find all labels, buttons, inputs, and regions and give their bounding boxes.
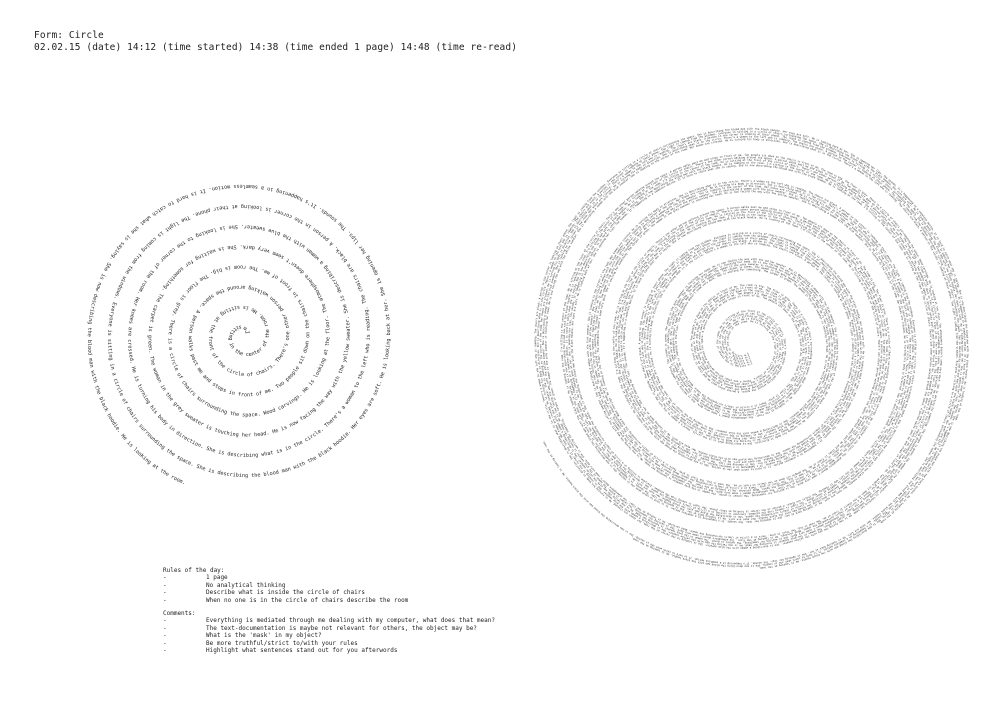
- form-title: Form: Circle: [34, 30, 517, 42]
- rules-section: [163, 567, 563, 604]
- date-time-line: 02.02.15 (date) 14:12 (time started) 14:38 (time ended 1 page) 14:48 (time re-read): [34, 42, 517, 54]
- list-item: - No analytical thinking: [163, 582, 563, 589]
- comments-title: Comments:: [163, 610, 563, 617]
- right-spiral-text-line: I'm sitting in the center of the room. He is sitting at the front of the circle of chairs. There's one other person walking around the space. A person walks past me and stops in front of me. Two people sit down on the chairs in front of me. The room is big. The floor is grey. There is a circle of chairs surrounding the space. Wood carvings. He is looking at the floor. The atmosphere doesn't seem very dark. She is waiting for something. The carpet is green. The woman in the grey sweater is touching her head. He is now facing the way with the yellow sweater. She is describing a woman with the blue sweater. She is looking to the corner of the room. Her knees are crossed. He is turning his body in direction. She is describing what is in the circle. There's a woman to the left who is reading. The chairs are black. A person in the corner is looking at their phone. The light is coming from the windows. Everyone is sitting in a circle of chairs surrounding the space. She is describing the blood man with the black hoodie. Her eyes are soft. He is looking back at her. She is opening her lips. The sounds. It's happening in a seamless motion. It is hard to catch what she is saying. She is now describing the blood man with the black hoodie. He is looking at the room. I'm sitting in the center of the room. He is sitting at the front of the circle of chairs. There's one other person walking around the space. A person walks past me and stops in front of me. Two people sit down on the chairs in front of me. The room is big. The floor is grey. There is a circle of chairs surrounding the space. Wood carvings. He is looking at the floor. The atmosphere doesn't seem very dark. She is waiting for something. The carpet is green. The woman in the grey sweater is touching her head. He is now facing the way with the yellow sweater. She is describing a woman with the blue sweater. She is looking to the corner of the room. Her knees are crossed. He is turning his body in direction. She is describing what is in the circle. There's a woman to the left who is reading. The chairs are black. A person in the corner is looking at their phone. The light is coming from the windows. Everyone is sitting in a circle of chairs surrounding the space. She is describing the blood man with the black hoodie. Her eyes are soft. He is looking back at her. She is opening her lips. The sounds. It's happening in a seamless motion. It is hard to catch what she is saying. She is now describing the blood man with the black hoodie. He is looking at the room. I'm sitting in the center of the room. He is sitting at the front of the circle of chairs. There's one other person walking around the space. A person walks past me and stops in front of me. Two people sit down on the chairs in front of me. The room is big. The floor is grey. There is a circle of chairs surrounding the space. Wood carvings. He is looking at the floor. The atmosphere doesn't seem very dark. She is waiting for something. The carpet is green. The woman in the grey sweater is touching her head. He is now facing the way with the yellow sweater. She is describing a woman with the blue sweater. She is looking to the corner of the room. Her knees are crossed. He is turning his body in direction. She is describing what is in the circle. There's a woman to the left who is reading. The chairs are black. A person in the corner is looking at their phone. The light is coming from the windows. Everyone is sitting in a circle of chairs surrounding the space. She is describing the blood man with the black hoodie. Her eyes are soft. He is looking back at her. She is opening her lips. The sounds. It's happening in a seamless motion. It is hard to catch what she is saying. She is now describing the blood man with the black hoodie. He is looking at the room.: [542, 137, 959, 566]
- right-spiral-text-line: I'm sitting in the center of the room. He is sitting at the front of the circle of chairs. There's one other person walking around the space. A person walks past me and stops in front of me. Two people sit down on the chairs in front of me. The room is big. The floor is grey. There is a circle of chairs surrounding the space. Wood carvings. He is looking at the floor. The atmosphere doesn't seem very dark. She is waiting for something. The carpet is green. The woman in the grey sweater is touching her head. He is now facing the way with the yellow sweater. She is describing a woman with the blue sweater. She is looking to the corner of the room. Her knees are crossed. He is turning his body in direction. She is describing what is in the circle. There's a woman to the left who is reading. The chairs are black. A person in the corner is looking at their phone. The light is coming from the windows. Everyone is sitting in a circle of chairs surrounding the space. She is describing the blood man with the black hoodie. Her eyes are soft. He is looking back at her. She is opening her lips. The sounds. It's happening in a seamless motion. It is hard to catch what she is saying. She is now describing the blood man with the black hoodie. He is looking at the room. I'm sitting in the center of the room. He is sitting at the front of the circle of chairs. There's one other person walking around the space. A person walks past me and stops in front of me. Two people sit down on the chairs in front of me. The room is big. The floor is grey. There is a circle of chairs surrounding the space. Wood carvings. He is looking at the floor. The atmosphere doesn't seem very dark. She is waiting for something. The carpet is green. The woman in the grey sweater is touching her head. He is now facing the way with the yellow sweater. She is describing a woman with the blue sweater. She is looking to the corner of the room. Her knees are crossed. He is turning his body in direction. She is describing what is in the circle. There's a woman to the left who is reading. The chairs are black. A person in the corner is looking at their phone. The light is coming from the windows. Everyone is sitting in a circle of chairs surrounding the space. She is describing the blood man with the black hoodie. Her eyes are soft. He is looking back at her. She is opening her lips. The sounds. It's happening in a seamless motion. It is hard to catch what she is saying. She is now describing the blood man with the black hoodie. He is looking at the room. I'm sitting in the center of the room. He is sitting at the front of the circle of chairs. There's one other person walking around the space. A person walks past me and stops in front of me. Two people sit down on the chairs in front of me. The room is big. The floor is grey. There is a circle of chairs surrounding the space. Wood carvings. He is looking at the floor. The atmosphere doesn't seem very dark. She is waiting for something. The carpet is green. The woman in the grey sweater is touching her head. He is now facing the way with the yellow sweater. She is describing a woman with the blue sweater. She is looking to the corner of the room. Her knees are crossed. He is turning his body in direction. She is describing what is in the circle. There's a woman to the left who is reading. The chairs are black. A person in the corner is looking at their phone. The light is coming from the windows. Everyone is sitting in a circle of chairs surrounding the space. She is describing the blood man with the black hoodie. Her eyes are soft. He is looking back at her. She is opening her lips. The sounds. It's happening in a seamless motion. It is hard to catch what she is saying. She is now describing the blood man with the black hoodie. He is looking at the room.: [533, 127, 970, 551]
- right-spiral-text-line: I'm sitting in the center of the room. He is sitting at the front of the circle of chairs. There's one other person walking around the space. A person walks past me and stops in front of me. Two people sit down on the chairs in front of me. The room is big. The floor is grey. There is a circle of chairs surrounding the space. Wood carvings. He is looking at the floor. The atmosphere doesn't seem very dark. She is waiting for something. The carpet is green. The woman in the grey sweater is touching her head. He is now facing the way with the yellow sweater. She is describing a woman with the blue sweater. She is looking to the corner of the room. Her knees are crossed. He is turning his body in direction. She is describing what is in the circle. There's a woman to the left who is reading. The chairs are black. A person in the corner is looking at their phone. The light is coming from the windows. Everyone is sitting in a circle of chairs surrounding the space. She is describing the blood man with the black hoodie. Her eyes are soft. He is looking back at her. She is opening her lips. The sounds. It's happening in a seamless motion. It is hard to catch what she is saying. She is now describing the blood man with the black hoodie. He is looking at the room. I'm sitting in the center of the room. He is sitting at the front of the circle of chairs. There's one other person walking around the space. A person walks past me and stops in front of me. Two people sit down on the chairs in front of me. The room is big. The floor is grey. There is a circle of chairs surrounding the space. Wood carvings. He is looking at the floor. The atmosphere doesn't seem very dark. She is waiting for something. The carpet is green. The woman in the grey sweater is touching her head. He is now facing the way with the yellow sweater. She is describing a woman with the blue sweater. She is looking to the corner of the room. Her knees are crossed. He is turning his body in direction. She is describing what is in the circle. There's a woman to the left who is reading. The chairs are black. A person in the corner is looking at their phone. The light is coming from the windows. Everyone is sitting in a circle of chairs surrounding the space. She is describing the blood man with the black hoodie. Her eyes are soft. He is looking back at her. She is opening her lips. The sounds. It's happening in a seamless motion. It is hard to catch what she is saying. She is now describing the blood man with the black hoodie. He is looking at the room. I'm sitting in the center of the room. He is sitting at the front of the circle of chairs. There's one other person walking around the space. A person walks past me and stops in front of me. Two people sit down on the chairs in front of me. The room is big. The floor is grey. There is a circle of chairs surrounding the space. Wood carvings. He is looking at the floor. The atmosphere doesn't seem very dark. She is waiting for something. The carpet is green. The woman in the grey sweater is touching her head. He is now facing the way with the yellow sweater. She is describing a woman with the blue sweater. She is looking to the corner of the room. Her knees are crossed. He is turning his body in direction. She is describing what is in the circle. There's a woman to the left who is reading. The chairs are black. A person in the corner is looking at their phone. The light is coming from the windows. Everyone is sitting in a circle of chairs surrounding the space. She is describing the blood man with the black hoodie. Her eyes are soft. He is looking back at her. She is opening her lips. The sounds. It's happening in a seamless motion. It is hard to catch what she is saying. She is now describing the blood man with the black hoodie. He is looking at the room.: [538, 132, 964, 570]
- list-item: - When no one is in the circle of chairs describe the room: [163, 597, 563, 604]
- right-spiral-band: [510, 104, 970, 574]
- list-item: - Describe what is inside the circle of chairs: [163, 589, 563, 596]
- comments-section: [163, 610, 563, 654]
- list-item: - Be more truthful/strict to/with your rules: [163, 640, 563, 647]
- rules-title: Rules of the day:: [163, 567, 563, 574]
- list-item: - What is the 'mask' in my object?: [163, 632, 563, 639]
- list-item: - 1 page: [163, 574, 563, 581]
- right-spiral-text-line: I'm sitting in the center of the room. He is sitting at the front of the circle of chairs. There's one other person walking around the space. A person walks past me and stops in front of me. Two people sit down on the chairs in front of me. The room is big. The floor is grey. There is a circle of chairs surrounding the space. Wood carvings. He is looking at the floor. The atmosphere doesn't seem very dark. She is waiting for something. The carpet is green. The woman in the grey sweater is touching her head. He is now facing the way with the yellow sweater. She is describing a woman with the blue sweater. She is looking to the corner of the room. Her knees are crossed. He is turning his body in direction. She is describing what is in the circle. There's a woman to the left who is reading. The chairs are black. A person in the corner is looking at their phone. The light is coming from the windows. Everyone is sitting in a circle of chairs surrounding the space. She is describing the blood man with the black hoodie. Her eyes are soft. He is looking back at her. She is opening her lips. The sounds. It's happening in a seamless motion. It is hard to catch what she is saying. She is now describing the blood man with the black hoodie. He is looking at the room. I'm sitting in the center of the room. He is sitting at the front of the circle of chairs. There's one other person walking around the space. A person walks past me and stops in front of me. Two people sit down on the chairs in front of me. The room is big. The floor is grey. There is a circle of chairs surrounding the space. Wood carvings. He is looking at the floor. The atmosphere doesn't seem very dark. She is waiting for something. The carpet is green. The woman in the grey sweater is touching her head. He is now facing the way with the yellow sweater. She is describing a woman with the blue sweater. She is looking to the corner of the room. Her knees are crossed. He is turning his body in direction. She is describing what is in the circle. There's a woman to the left who is reading. The chairs are black. A person in the corner is looking at their phone. The light is coming from the windows. Everyone is sitting in a circle of chairs surrounding the space. She is describing the blood man with the black hoodie. Her eyes are soft. He is looking back at her. She is opening her lips. The sounds. It's happening in a seamless motion. It is hard to catch what she is saying. She is now describing the blood man with the black hoodie. He is looking at the room. I'm sitting in the center of the room. He is sitting at the front of the circle of chairs. There's one other person walking around the space. A person walks past me and stops in front of me. Two people sit down on the chairs in front of me. The room is big. The floor is grey. There is a circle of chairs surrounding the space. Wood carvings. He is looking at the floor. The atmosphere doesn't seem very dark. She is waiting for something. The carpet is green. The woman in the grey sweater is touching her head. He is now facing the way with the yellow sweater. She is describing a woman with the blue sweater. She is looking to the corner of the room. Her knees are crossed. He is turning his body in direction. She is describing what is in the circle. There's a woman to the left who is reading. The chairs are black. A person in the corner is looking at their phone. The light is coming from the windows. Everyone is sitting in a circle of chairs surrounding the space. She is describing the blood man with the black hoodie. Her eyes are soft. He is looking back at her. She is opening her lips. The sounds. It's happening in a seamless motion. It is hard to catch what she is saying. She is now describing the blood man with the black hoodie. He is looking at the room.: [541, 134, 962, 568]
- right-spiral-text-line: I'm sitting in the center of the room. He is sitting at the front of the circle of chairs. There's one other person walking around the space. A person walks past me and stops in front of me. Two people sit down on the chairs in front of me. The room is big. The floor is grey. There is a circle of chairs surrounding the space. Wood carvings. He is looking at the floor. The atmosphere doesn't seem very dark. She is waiting for something. The carpet is green. The woman in the grey sweater is touching her head. He is now facing the way with the yellow sweater. She is describing a woman with the blue sweater. She is looking to the corner of the room. Her knees are crossed. He is turning his body in direction. She is describing what is in the circle. There's a woman to the left who is reading. The chairs are black. A person in the corner is looking at their phone. The light is coming from the windows. Everyone is sitting in a circle of chairs surrounding the space. She is describing the blood man with the black hoodie. Her eyes are soft. He is looking back at her. She is opening her lips. The sounds. It's happening in a seamless motion. It is hard to catch what she is saying. She is now describing the blood man with the black hoodie. He is looking at the room. I'm sitting in the center of the room. He is sitting at the front of the circle of chairs. There's one other person walking around the space. A person walks past me and stops in front of me. Two people sit down on the chairs in front of me. The room is big. The floor is grey. There is a circle of chairs surrounding the space. Wood carvings. He is looking at the floor. The atmosphere doesn't seem very dark. She is waiting for something. The carpet is green. The woman in the grey sweater is touching her head. He is now facing the way with the yellow sweater. She is describing a woman with the blue sweater. She is looking to the corner of the room. Her knees are crossed. He is turning his body in direction. She is describing what is in the circle. There's a woman to the left who is reading. The chairs are black. A person in the corner is looking at their phone. The light is coming from the windows. Everyone is sitting in a circle of chairs surrounding the space. She is describing the blood man with the black hoodie. Her eyes are soft. He is looking back at her. She is opening her lips. The sounds. It's happening in a seamless motion. It is hard to catch what she is saying. She is now describing the blood man with the black hoodie. He is looking at the room. I'm sitting in the center of the room. He is sitting at the front of the circle of chairs. There's one other person walking around the space. A person walks past me and stops in front of me. Two people sit down on the chairs in front of me. The room is big. The floor is grey. There is a circle of chairs surrounding the space. Wood carvings. He is looking at the floor. The atmosphere doesn't seem very dark. She is waiting for something. The carpet is green. The woman in the grey sweater is touching her head. He is now facing the way with the yellow sweater. She is describing a woman with the blue sweater. She is looking to the corner of the room. Her knees are crossed. He is turning his body in direction. She is describing what is in the circle. There's a woman to the left who is reading. The chairs are black. A person in the corner is looking at their phone. The light is coming from the windows. Everyone is sitting in a circle of chairs surrounding the space. She is describing the blood man with the black hoodie. Her eyes are soft. He is looking back at her. She is opening her lips. The sounds. It's happening in a seamless motion. It is hard to catch what she is saying. She is now describing the blood man with the black hoodie. He is looking at the room.: [536, 129, 967, 547]
- list-item: - Everything is mediated through me dealing with my computer, what does that mean?: [163, 617, 563, 624]
- list-item: - Highlight what sentences stand out for you afterwords: [163, 647, 563, 654]
- notes-block: [163, 567, 563, 660]
- list-item: - The text-documentation is maybe not relevant for others, the object may be?: [163, 625, 563, 632]
- left-spiral-textpath: I'm sitting in the center of the room. He is sitting at the front of the circle of chairs. There's one other person walking around the space. A person walks past me and stops in front of me. Two people sit down on the chairs in front of me. The room is big. The floor is grey. There is a circle of chairs surrounding the space. Wood carvings. He is looking at the floor. The atmosphere doesn't seem very dark. She is waiting for something. The carpet is green. The woman in the grey sweater is touching her head. He is now facing the way with the yellow sweater. She is describing a woman with the blue sweater. She is looking to the corner of the room. Her knees are crossed. He is turning his body in direction. She is describing what is in the circle. There's a woman to the left who is reading. The chairs are black. A person in the corner is looking at their phone. The light is coming from the windows. Everyone is sitting in a circle of chairs surrounding the space. She is describing the blood man with the black hoodie. Her eyes are soft. He is looking back at her. She is opening her lips. The sounds. It's happening in a seamless motion. It is hard to catch what she is saying. She is now describing the blood man with the black hoodie. He is looking at the room.: [86, 183, 392, 487]
